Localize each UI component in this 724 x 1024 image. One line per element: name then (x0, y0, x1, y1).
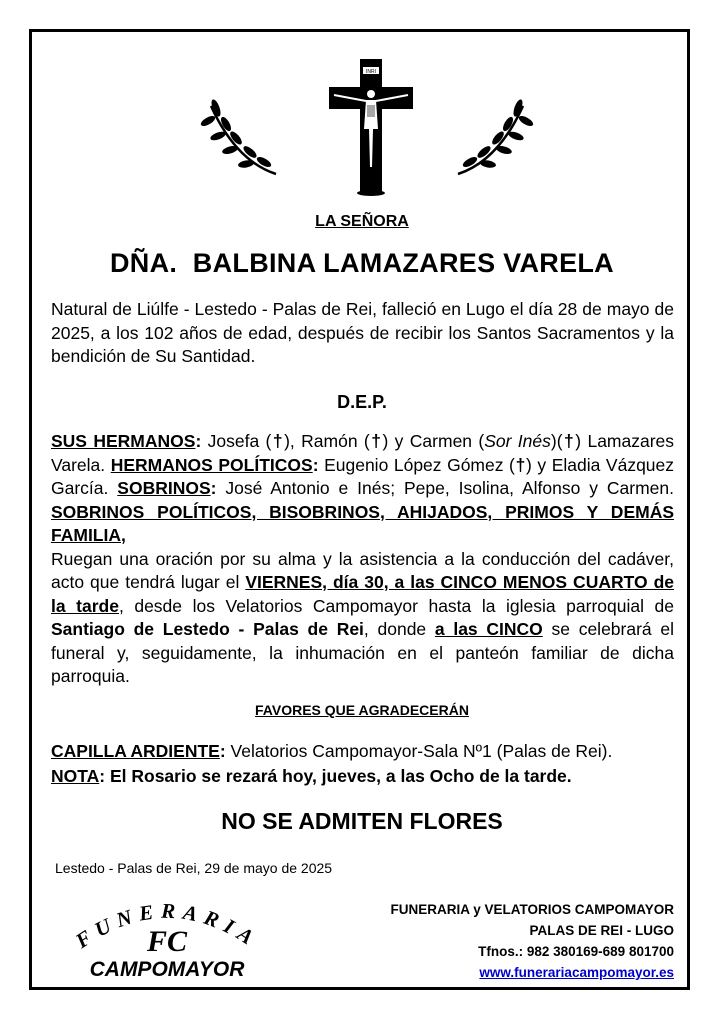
place-date: Lestedo - Palas de Rei, 29 de mayo de 2025 (55, 860, 333, 876)
logo-monogram: FC (146, 925, 188, 958)
logo-arc-text: FUNERARIA (71, 898, 264, 953)
cross-plaque-text: INRI (366, 69, 376, 75)
crucifix-icon (326, 57, 416, 197)
laurel-branch-left-icon (196, 96, 286, 186)
family-paragraph: SUS HERMANOS: Josefa (†), Ramón (†) y Carmen (Sor Inés)(†) Lamazares Varela. HERMANOS POLÍTICOS: Eugenio López Gómez (†) y Eladia Vázquez García. SOBRINOS: José Antonio e Inés; Pepe, Isolina, Alfonso y Carmen. SOBRINOS POLÍTICOS, BISOBRINOS, AHIJADOS, PRIMOS Y DEMÁS FAMILIA, Ruegan una oración por su alma y la asistencia a la conducción del cadáver, acto que tendrá lugar el VIERNES, día 30, a las CINCO MENOS CUARTO de la tarde, desde los Velatorios Campomayor hasta la iglesia parroquial de Santiago de Lestedo - Palas de Rei, donde a las CINCO se celebrará el funeral y, seguidamente, la inhumación en el panteón familiar de dicha parroquia. (51, 431, 675, 686)
other-family-label: SOBRINOS POLÍTICOS, BISOBRINOS, AHIJADOS, PRIMOS Y DEMÁS FAMILIA (51, 501, 674, 545)
company-website[interactable] (479, 963, 674, 982)
nota-line: NOTA: El Rosario se rezará hoy, jueves, a las Ocho de la tarde. (51, 766, 572, 786)
dagger-icon: † (369, 431, 383, 451)
hermanos-label: SUS HERMANOS (51, 431, 196, 451)
sobrinos-label: SOBRINOS (117, 478, 211, 498)
nota-label: NOTA (51, 766, 100, 786)
favores-heading: FAVORES QUE AGRADECERÁN (255, 702, 469, 718)
church-name: Santiago de Lestedo - Palas de Rei (51, 619, 364, 639)
capilla-label: CAPILLA ARDIENTE (51, 741, 220, 761)
company-location: PALAS DE REI - LUGO (529, 923, 674, 938)
dagger-icon: † (562, 431, 576, 451)
funeraria-logo (55, 898, 280, 983)
funeral-time: a las CINCO (434, 619, 543, 639)
laurel-branch-right-icon (448, 96, 538, 186)
company-name: FUNERARIA y VELATORIOS CAMPOMAYOR (390, 902, 674, 917)
sor-ines: Sor Inés (484, 431, 551, 451)
website-link[interactable]: www.funerariacampomayor.es (479, 965, 674, 980)
intro-paragraph: Natural de Liúlfe - Lestedo - Palas de Rei, falleció en Lugo el día 28 de mayo de 2025, a los 102 años de edad, después de recibir los Santos Sacramentos y la bendición de Su Santidad. (51, 299, 674, 366)
no-flowers-notice: NO SE ADMITEN FLORES (221, 808, 503, 834)
politicos-label: HERMANOS POLÍTICOS (110, 454, 313, 475)
capilla-line: CAPILLA ARDIENTE: Velatorios Campomayor-Sala Nº1 (Palas de Rei). (51, 741, 613, 761)
dagger-icon: † (271, 431, 285, 451)
dagger-icon: † (514, 454, 527, 475)
dep-heading: D.E.P. (337, 392, 387, 412)
deceased-name: DÑA. BALBINA LAMAZARES VARELA (110, 248, 614, 278)
logo-name: CAMPOMAYOR (89, 958, 245, 981)
title-prefix: LA SEÑORA (315, 213, 409, 230)
service-time: VIERNES, día 30, a las CINCO MENOS CUARTO de la tarde (51, 572, 674, 616)
company-phones: Tfnos.: 982 380169-689 801700 (478, 944, 674, 959)
